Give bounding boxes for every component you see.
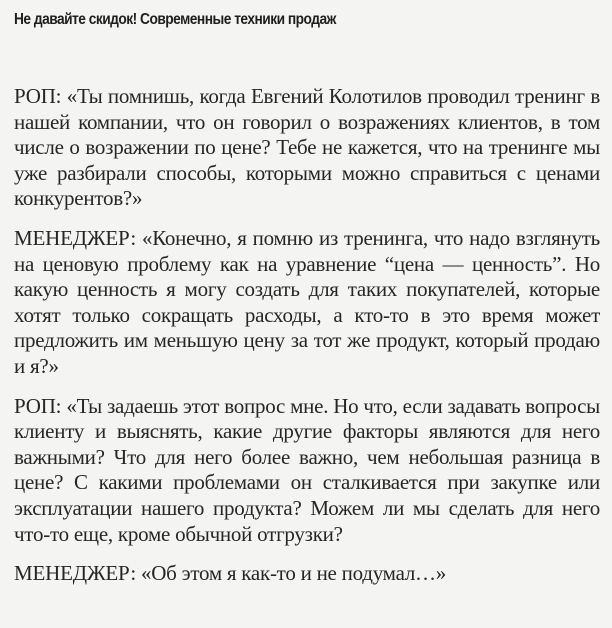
dialogue-text: «Ты задаешь этот вопрос мне. Но что, если задавать вопросы клиенту и выяснять, какие другие факторы являются для него важными? Что для него более важно, чем небольшая разница в цене? С какими проблемами он сталкивается при закупке или эксплуатации нашего продукта? Можем ли мы сделать для него что-то еще, кроме обычной отгрузки? <box>14 393 600 546</box>
speaker-label: РОП: <box>14 84 62 108</box>
dialogue-paragraph-manager-1 <box>14 226 600 380</box>
dialogue-text: «Ты помнишь, когда Евгений Колотилов проводил тренинг в нашей компании, что он говорил о возражениях клиентов, в том числе о возражении по цене? Тебе не кажется, что на тренинге мы уже разбирали способы, которыми можно справиться с ценами конкурентов?» <box>14 84 600 211</box>
running-head: Не давайте скидок! Современные техники продаж <box>14 11 336 28</box>
speaker-label: МЕНЕДЖЕР: <box>14 225 136 250</box>
dialogue-paragraph-rop-2 <box>14 394 600 548</box>
dialogue-paragraph-manager-2 <box>14 561 600 587</box>
dialogue-body <box>14 84 600 587</box>
speaker-label: РОП: <box>14 393 62 418</box>
dialogue-text: «Об этом я как-то и не подумал…» <box>140 561 447 586</box>
dialogue-paragraph-rop-1 <box>14 84 600 212</box>
speaker-label: МЕНЕДЖЕР: <box>14 561 136 586</box>
dialogue-text: «Конечно, я помню из тренинга, что надо взглянуть на ценовую проблему как на уравнение “цена — ценность”. Но какую ценность я могу создать для таких покупателей, которые хотят только сокращать расходы, а кто-то в это время может предложить им меньшую цену за тот же продукт, который продаю и я?» <box>14 225 600 378</box>
